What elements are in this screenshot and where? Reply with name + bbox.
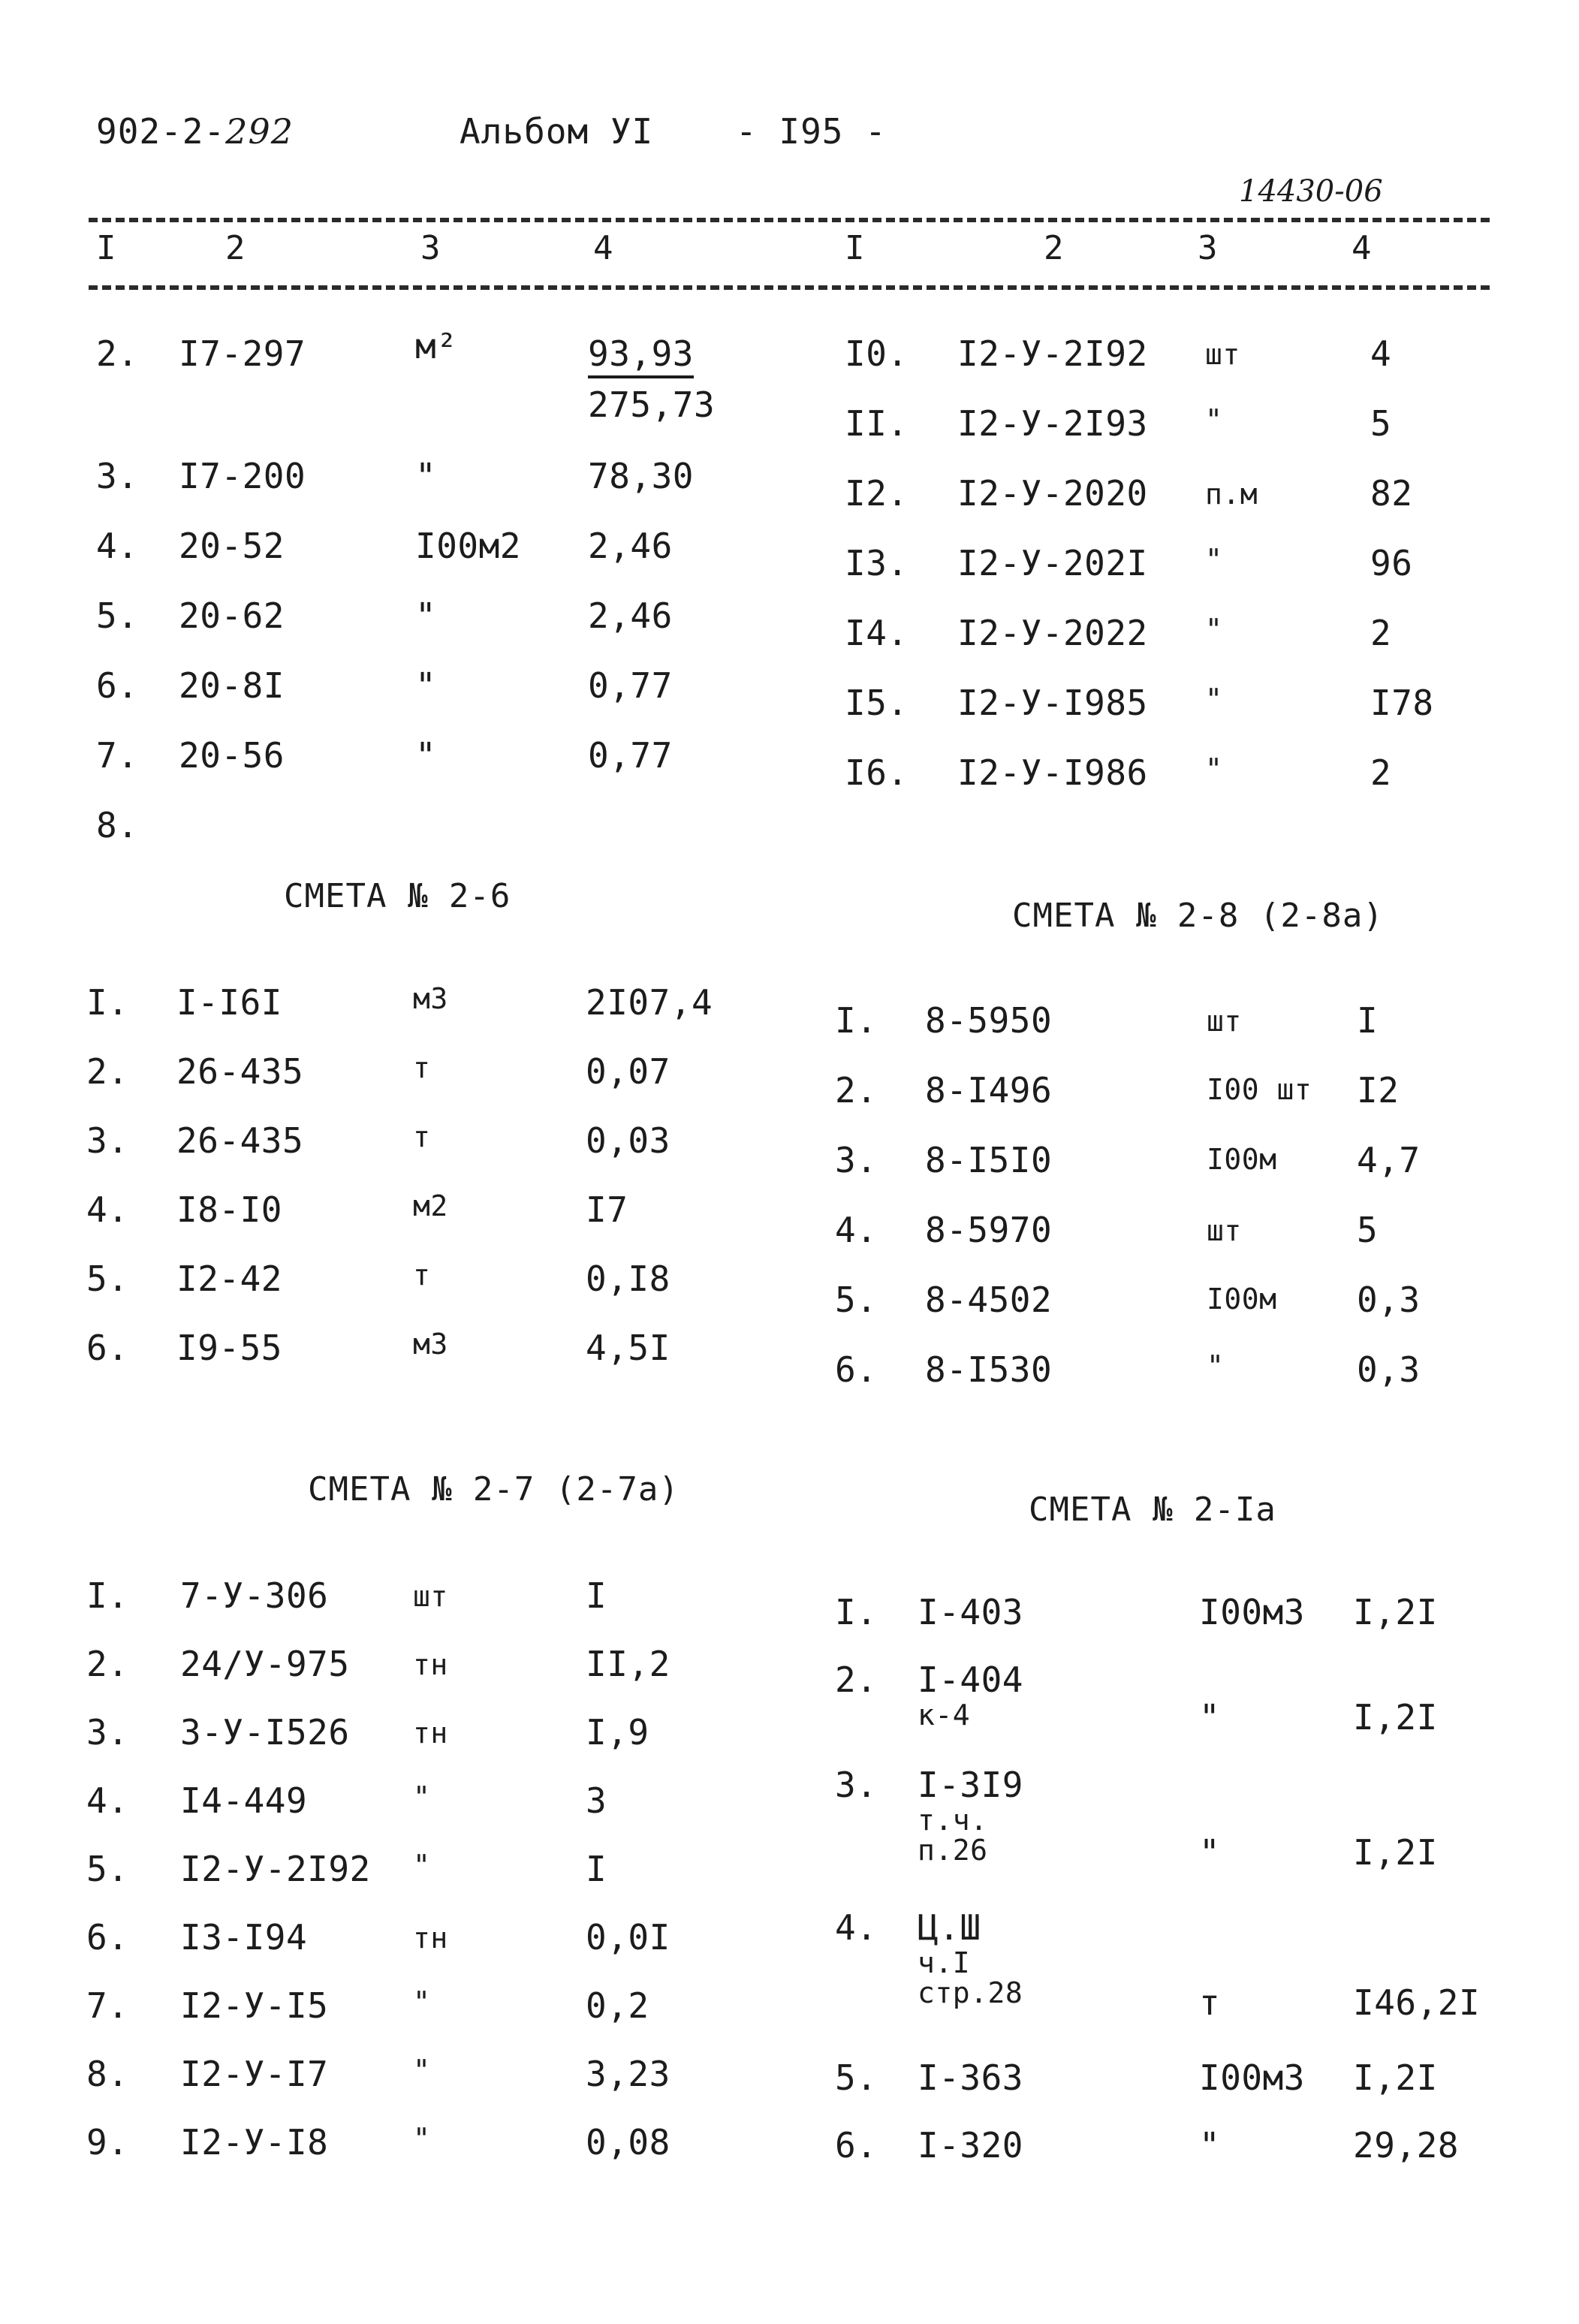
smeta-2-1a-title: СМЕТА № 2-Iа [1029,1491,1276,1529]
doc-code-prefix: 902-2- [96,111,226,152]
smeta-2-6-title: СМЕТА № 2-6 [284,877,511,915]
col-header-left-3: 3 [420,229,441,267]
header-top-divider [89,218,1490,222]
doc-code [96,111,294,152]
smeta-2-7-title: СМЕТА № 2-7 (2-7а) [308,1470,680,1509]
col-header-right-4: 4 [1351,229,1372,267]
album-label: Альбом УI [460,111,654,152]
doc-code-suffix: 292 [225,111,294,152]
page: 902-2-292 Альбом УI - I95 - 14430-06 I 2 3 4 I 2 3 4 2. I7-297 м² 93,93 275,73 3. I7-200 " 78,30 4. 20-52 I00м2 2,46 5. 20-62 " 2,46 6. 20-8I " 0,77 7. 20-56 " 0,77 8. I0. I2-У-2I92 шт 4 II. I2-У-2I93 " 5 I2. I2-У-2020 п.м 82 I3. I2-У-202I " 96 I4. I2-У-2022 " 2 I5. I2-У-I985 " I78 I6. I2-У-I986 " 2 СМЕТА № 2-6 I. I-I6I м3 2I07,4 2. 26-435 т 0,07 3. 26-435 т 0,03 4. I8-I0 м2 I7 5. I2-42 т 0,I8 6. I9-55 м3 4,5I СМЕТА № 2-8 (2-8а) I. 8-5950 шт I 2. 8-I496 I00 шт I2 3. 8-I5I0 I00м 4,7 4. 8-5970 шт 5 5. 8-4502 I00м 0,3 6. 8-I530 " 0,3 СМЕТА № 2-7 (2-7а) I. 7-У-306 шт I 2. 24/У-975 тн II,2 3. 3-У-I526 тн I,9 4. I4-449 " 3 5. I2-У-2I92 " I 6. I3-I94 тн 0,0I 7. I2-У-I5 " 0,2 8. I2-У-I7 " 3,23 9. I2-У-I8 " 0,08 СМЕТА № 2-Iа I. I-403 I00м3 I,2I 2. I-404 к-4 " I,2I 3. I-3I9 т.ч. п.26 " I,2I 4. Ц.Ш ч.I стр.28 т I46,2I 5. I-363 I00м3 I,2I 6. I-320 " 29,28 [0,0,1579,2324]
smeta-2-8-title: СМЕТА № 2-8 (2-8а) [1012,897,1384,935]
page-number: - I95 - [736,111,887,152]
col-header-right-3: 3 [1198,229,1218,267]
col-header-left-2: 2 [225,229,246,267]
col-header-left-1: I [96,229,116,267]
col-header-left-4: 4 [593,229,613,267]
col-header-right-2: 2 [1044,229,1064,267]
col-header-right-1: I [845,229,865,267]
handwritten-code: 14430-06 [1239,174,1383,209]
header-bottom-divider [89,285,1490,290]
